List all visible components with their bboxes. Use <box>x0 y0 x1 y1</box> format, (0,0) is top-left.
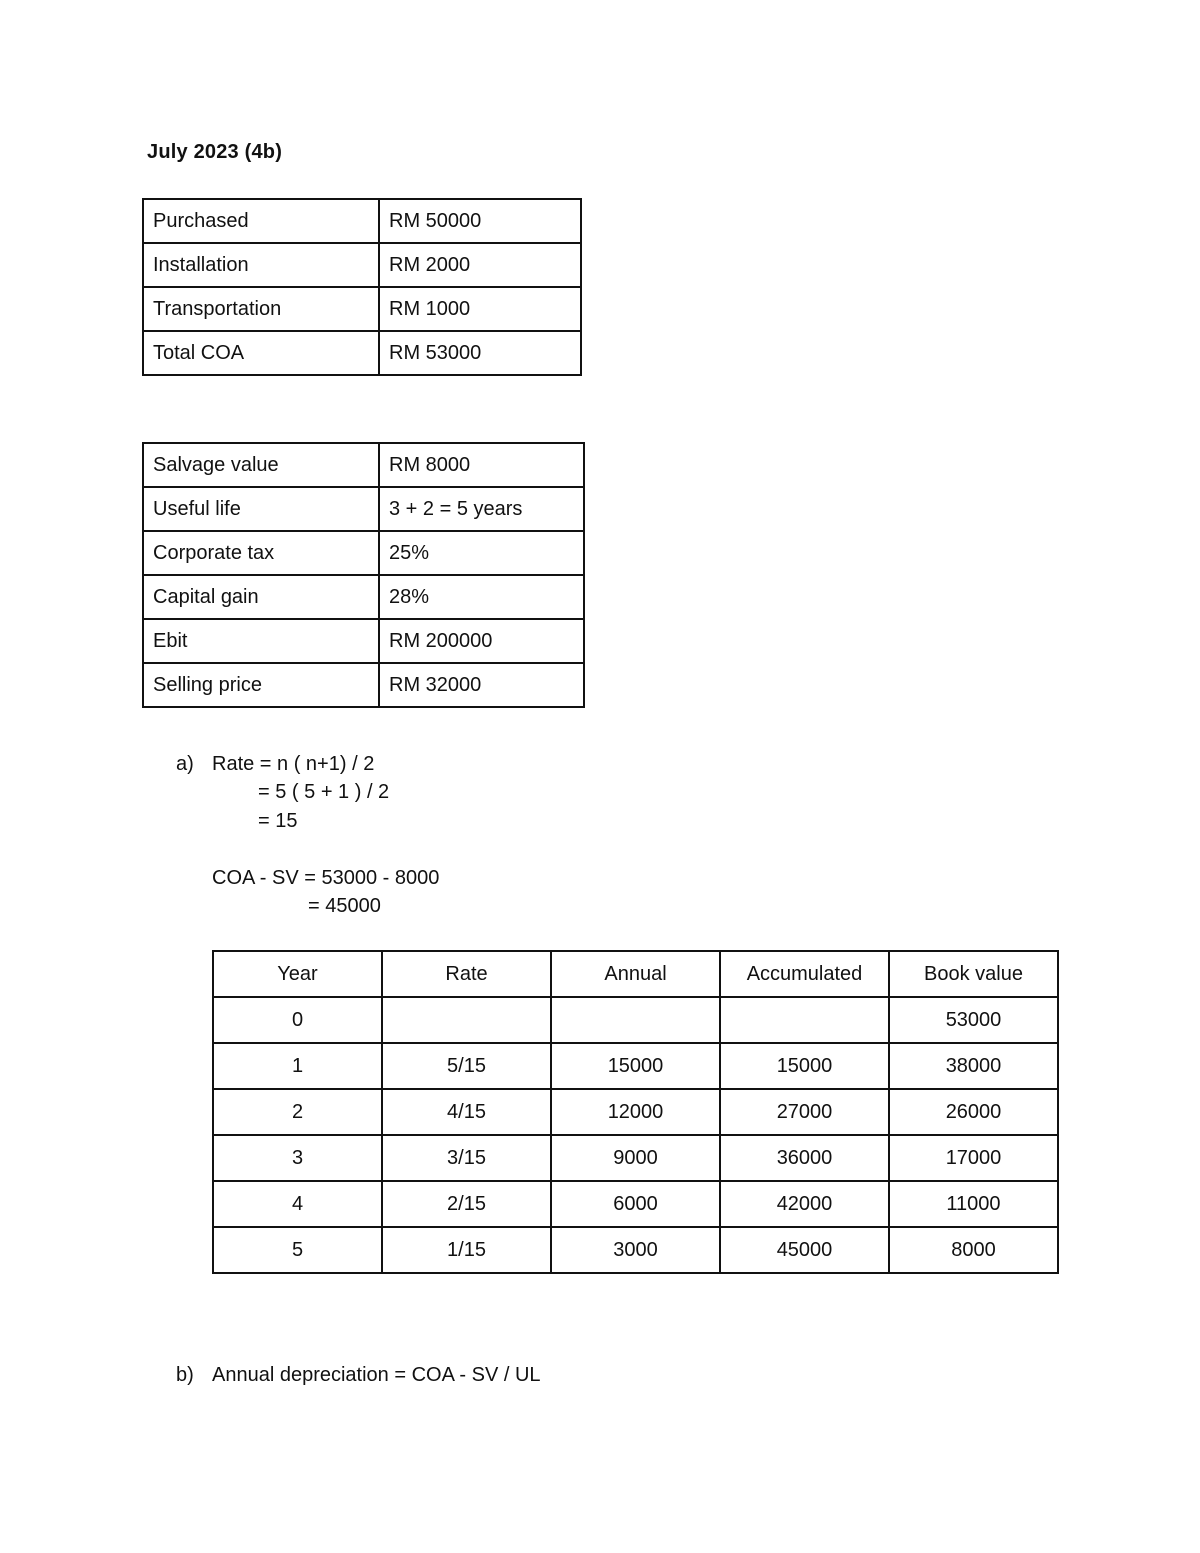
table-row <box>213 1227 1058 1273</box>
info-label: Useful life <box>143 487 379 531</box>
info-value: RM 8000 <box>379 443 584 487</box>
info-value: 28% <box>379 575 584 619</box>
table-cell: 5 <box>213 1227 382 1273</box>
table-cell <box>382 997 551 1043</box>
table-cell: 45000 <box>720 1227 889 1273</box>
cost-value: RM 50000 <box>379 199 581 243</box>
info-label: Selling price <box>143 663 379 707</box>
table-cell: 1/15 <box>382 1227 551 1273</box>
column-header: Accumulated <box>720 951 889 997</box>
cost-table <box>142 198 582 376</box>
table-row <box>213 997 1058 1043</box>
rate-formula: Rate = n ( n+1) / 2 <box>212 753 375 775</box>
table-cell <box>720 997 889 1043</box>
table-row <box>213 1181 1058 1227</box>
cost-label: Total COA <box>143 331 379 375</box>
table-row <box>143 287 581 331</box>
table-cell: 1 <box>213 1043 382 1089</box>
table-cell: 42000 <box>720 1181 889 1227</box>
table-row <box>143 663 584 707</box>
table-cell: 6000 <box>551 1181 720 1227</box>
table-cell: 3000 <box>551 1227 720 1273</box>
table-header-row <box>213 951 1058 997</box>
table-cell: 0 <box>213 997 382 1043</box>
table-cell: 15000 <box>551 1043 720 1089</box>
table-row <box>143 243 581 287</box>
table-row <box>143 487 584 531</box>
table-cell: 38000 <box>889 1043 1058 1089</box>
table-row <box>213 1135 1058 1181</box>
depreciable-base-formula: COA - SV = 53000 - 8000 <box>212 867 440 889</box>
table-cell: 5/15 <box>382 1043 551 1089</box>
table-cell: 4 <box>213 1181 382 1227</box>
table-cell <box>551 997 720 1043</box>
info-label: Ebit <box>143 619 379 663</box>
table-cell: 27000 <box>720 1089 889 1135</box>
cost-value: RM 53000 <box>379 331 581 375</box>
cost-value: RM 1000 <box>379 287 581 331</box>
table-cell: 15000 <box>720 1043 889 1089</box>
table-cell: 17000 <box>889 1135 1058 1181</box>
info-label: Salvage value <box>143 443 379 487</box>
table-cell: 36000 <box>720 1135 889 1181</box>
column-header: Rate <box>382 951 551 997</box>
table-row <box>143 443 584 487</box>
cost-value: RM 2000 <box>379 243 581 287</box>
table-row <box>143 531 584 575</box>
info-value: RM 200000 <box>379 619 584 663</box>
part-b-marker: b) <box>176 1364 194 1386</box>
table-cell: 3/15 <box>382 1135 551 1181</box>
part-a-marker: a) <box>176 753 194 775</box>
table-cell: 4/15 <box>382 1089 551 1135</box>
table-cell: 3 <box>213 1135 382 1181</box>
info-value: 3 + 2 = 5 years <box>379 487 584 531</box>
info-value: RM 32000 <box>379 663 584 707</box>
table-row <box>213 1089 1058 1135</box>
table-cell: 8000 <box>889 1227 1058 1273</box>
table-cell: 53000 <box>889 997 1058 1043</box>
info-value: 25% <box>379 531 584 575</box>
info-label: Corporate tax <box>143 531 379 575</box>
column-header: Annual <box>551 951 720 997</box>
info-table <box>142 442 585 708</box>
cost-label: Installation <box>143 243 379 287</box>
table-cell: 26000 <box>889 1089 1058 1135</box>
table-row <box>143 331 581 375</box>
depreciation-table <box>212 950 1059 1274</box>
page-title: July 2023 (4b) <box>147 141 283 163</box>
cost-label: Purchased <box>143 199 379 243</box>
table-row <box>213 1043 1058 1089</box>
table-cell: 9000 <box>551 1135 720 1181</box>
table-row <box>143 575 584 619</box>
cost-label: Transportation <box>143 287 379 331</box>
column-header: Book value <box>889 951 1058 997</box>
column-header: Year <box>213 951 382 997</box>
depreciable-base-result: = 45000 <box>308 895 381 917</box>
table-cell: 11000 <box>889 1181 1058 1227</box>
table-cell: 2/15 <box>382 1181 551 1227</box>
rate-result: = 15 <box>258 810 298 832</box>
info-label: Capital gain <box>143 575 379 619</box>
rate-substitution: = 5 ( 5 + 1 ) / 2 <box>258 781 390 803</box>
table-cell: 12000 <box>551 1089 720 1135</box>
annual-depreciation-formula: Annual depreciation = COA - SV / UL <box>212 1364 541 1386</box>
table-cell: 2 <box>213 1089 382 1135</box>
table-row <box>143 619 584 663</box>
table-row <box>143 199 581 243</box>
